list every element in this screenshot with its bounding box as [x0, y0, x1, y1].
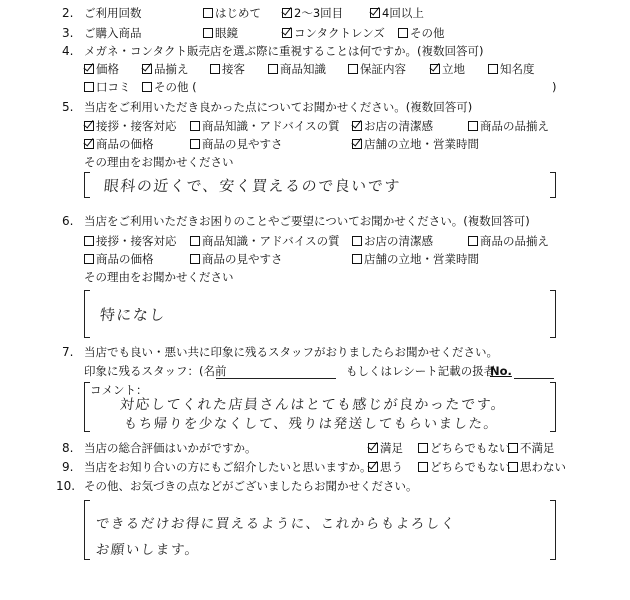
q4-close-paren: ) — [552, 80, 557, 94]
q8-option-label: どちらでもない — [430, 441, 511, 455]
q10-number: 10. — [56, 479, 76, 493]
q2-option-3[interactable] — [370, 6, 424, 20]
checkbox-icon[interactable] — [190, 236, 200, 246]
checkbox-icon[interactable] — [398, 28, 408, 38]
q5-question: 当店をご利用いただき良かった点についてお聞かせください。(複数回答可) — [84, 100, 473, 114]
q6-option-7[interactable] — [352, 252, 479, 266]
checkbox-icon[interactable] — [190, 254, 200, 264]
q2-number: 2. — [62, 6, 74, 20]
q4-option-label: 保証内容 — [360, 62, 406, 76]
q3-option-3[interactable] — [398, 26, 445, 40]
q6-question: 当店をご利用いただきお困りのことやご要望についてお聞かせください。(複数回答可) — [84, 214, 530, 228]
q3-option-2[interactable] — [282, 26, 385, 40]
q5-option-6[interactable] — [190, 137, 283, 151]
q7-comment-label: コメント： — [90, 383, 148, 397]
q6-option-label: 商品知識・アドバイスの質 — [202, 234, 340, 248]
q5-option-2[interactable] — [190, 119, 340, 133]
q4-option-label: 商品知識 — [280, 62, 326, 76]
q3-question: ご購入商品 — [84, 26, 142, 40]
q4-option-9[interactable] — [142, 80, 197, 94]
q4-option-3[interactable] — [210, 62, 245, 76]
checkbox-icon[interactable] — [203, 8, 213, 18]
q2-option-label: はじめて — [215, 6, 261, 20]
q4-question: メガネ・コンタクト販売店を選ぶ際に重視することは何ですか。(複数回答可) — [84, 44, 484, 58]
checkbox-icon[interactable] — [84, 82, 94, 92]
q5-option-label: 商品知識・アドバイスの質 — [202, 119, 340, 133]
q9-option-label: 思わない — [520, 460, 566, 474]
q3-number: 3. — [62, 26, 74, 40]
q4-option-4[interactable] — [268, 62, 326, 76]
q4-option-5[interactable] — [348, 62, 406, 76]
q7-staff-name-line — [216, 378, 336, 379]
q2-option-label: 2～3回目 — [294, 6, 344, 20]
q5-option-4[interactable] — [468, 119, 549, 133]
q5-option-5[interactable] — [84, 137, 154, 151]
q7-receipt-label: もしくはレシート記載の扱者 — [346, 364, 496, 378]
q5-option-label: 商品の見やすさ — [202, 137, 283, 151]
q5-bracket-right — [550, 172, 556, 198]
q3-option-label: その他 — [410, 26, 445, 40]
q8-option-3[interactable] — [508, 441, 555, 455]
q4-option-8[interactable] — [84, 80, 131, 94]
q4-option-6[interactable] — [430, 62, 465, 76]
q2-question: ご利用回数 — [84, 6, 142, 20]
q4-option-label: その他 ( — [154, 80, 197, 94]
q7-comment-line2: もち帰りを少なくして、残りは発送してもらいました。 — [122, 416, 500, 432]
q3-option-label: コンタクトレンズ — [294, 26, 385, 40]
q7-number: 7. — [62, 345, 74, 359]
checked-box-icon[interactable] — [282, 28, 292, 38]
q9-option-2[interactable] — [418, 460, 510, 474]
q3-option-1[interactable] — [203, 26, 238, 40]
q6-option-2[interactable] — [190, 234, 340, 248]
checked-box-icon[interactable] — [84, 64, 94, 74]
q6-bracket-left — [84, 290, 90, 338]
checkbox-icon[interactable] — [268, 64, 278, 74]
q7-comment-line1: 対応してくれた店員さんはとても感じが良かったです。 — [119, 397, 508, 413]
checked-box-icon[interactable] — [368, 462, 378, 472]
q9-question: 当店をお知り合いの方にもご紹介したいと思いますか。 — [84, 460, 372, 474]
checked-box-icon[interactable] — [370, 8, 380, 18]
q10-bracket-right — [550, 500, 556, 560]
q6-option-1[interactable] — [84, 234, 177, 248]
checked-box-icon[interactable] — [430, 64, 440, 74]
q4-option-label: 品揃え — [154, 62, 189, 76]
checked-box-icon[interactable] — [282, 8, 292, 18]
q5-option-label: お店の清潔感 — [364, 119, 433, 133]
q8-option-2[interactable] — [418, 441, 510, 455]
q6-reason-label: その理由をお聞かせください — [84, 270, 234, 284]
checkbox-icon[interactable] — [348, 64, 358, 74]
q6-option-label: 商品の品揃え — [480, 234, 549, 248]
q5-option-7[interactable] — [352, 137, 479, 151]
q6-option-label: お店の清潔感 — [364, 234, 433, 248]
q8-option-label: 不満足 — [520, 441, 555, 455]
q5-number: 5. — [62, 100, 74, 114]
q7-no-line — [514, 378, 554, 379]
q6-option-label: 店舗の立地・営業時間 — [364, 252, 479, 266]
q9-option-label: どちらでもない — [430, 460, 511, 474]
q7-bracket-right — [550, 382, 556, 432]
checked-box-icon[interactable] — [142, 64, 152, 74]
q5-option-label: 商品の価格 — [96, 137, 154, 151]
q10-handwriting-line2: お願いします。 — [94, 542, 201, 558]
checkbox-icon[interactable] — [352, 254, 362, 264]
checkbox-icon[interactable] — [352, 236, 362, 246]
checkbox-icon[interactable] — [190, 139, 200, 149]
checkbox-icon[interactable] — [203, 28, 213, 38]
q4-option-7[interactable] — [488, 62, 535, 76]
q8-number: 8. — [62, 441, 74, 455]
checkbox-icon[interactable] — [210, 64, 220, 74]
checked-box-icon[interactable] — [352, 121, 362, 131]
checkbox-icon[interactable] — [142, 82, 152, 92]
q4-option-2[interactable] — [142, 62, 189, 76]
checked-box-icon[interactable] — [84, 121, 94, 131]
q6-option-3[interactable] — [352, 234, 433, 248]
q2-option-1[interactable] — [203, 6, 261, 20]
checkbox-icon[interactable] — [468, 236, 478, 246]
q9-number: 9. — [62, 460, 74, 474]
q4-number: 4. — [62, 44, 74, 58]
q7-question: 当店でも良い・悪い共に印象に残るスタッフがおりましたらお聞かせください。 — [84, 345, 498, 359]
q10-handwriting-line1: できるだけお得に買えるように、これからもよろしく — [94, 516, 457, 532]
q7-no-label: No. — [490, 364, 512, 378]
q9-option-label: 思う — [380, 460, 403, 474]
q5-reason-handwriting: 眼科の近くで、安く買えるので良いです — [103, 177, 402, 195]
checkbox-icon[interactable] — [84, 236, 94, 246]
q5-option-label: 接拶・接客対応 — [96, 119, 177, 133]
q2-option-2[interactable] — [282, 6, 343, 20]
checked-box-icon[interactable] — [84, 139, 94, 149]
q5-reason-label: その理由をお聞かせください — [84, 155, 234, 169]
checked-box-icon[interactable] — [368, 443, 378, 453]
q10-bracket-left — [84, 500, 90, 560]
q9-option-3[interactable] — [508, 460, 566, 474]
q9-option-1[interactable] — [368, 460, 403, 474]
q5-bracket-left — [84, 172, 90, 198]
q4-option-label: 価格 — [96, 62, 119, 76]
checkbox-icon[interactable] — [84, 254, 94, 264]
checkbox-icon[interactable] — [508, 443, 518, 453]
q4-option-label: 接客 — [222, 62, 245, 76]
q6-option-4[interactable] — [468, 234, 549, 248]
q3-option-label: 眼鏡 — [215, 26, 238, 40]
q5-option-3[interactable] — [352, 119, 433, 133]
q5-option-label: 商品の品揃え — [480, 119, 549, 133]
q4-option-1[interactable] — [84, 62, 119, 76]
checkbox-icon[interactable] — [468, 121, 478, 131]
q6-option-label: 商品の価格 — [96, 252, 154, 266]
checkbox-icon[interactable] — [190, 121, 200, 131]
q7-staff-label: 印象に残るスタッフ：(名前 — [84, 364, 227, 378]
q5-option-label: 店舗の立地・営業時間 — [364, 137, 479, 151]
q6-reason-handwriting: 特になし — [99, 306, 167, 324]
q4-option-label: 知名度 — [500, 62, 535, 76]
checkbox-icon[interactable] — [508, 462, 518, 472]
q8-option-label: 満足 — [380, 441, 403, 455]
q6-number: 6. — [62, 214, 74, 228]
q6-option-label: 接拶・接客対応 — [96, 234, 177, 248]
q2-option-label: 4回以上 — [382, 6, 424, 20]
q8-question: 当店の総合評価はいかがですか。 — [84, 441, 257, 455]
checkbox-icon[interactable] — [418, 462, 428, 472]
q6-bracket-right — [550, 290, 556, 338]
q6-option-5[interactable] — [84, 252, 154, 266]
q5-option-1[interactable] — [84, 119, 177, 133]
q10-question: その他、お気づきの点などがございましたらお聞かせください。 — [84, 479, 418, 493]
q6-option-label: 商品の見やすさ — [202, 252, 283, 266]
q4-option-label: 口コミ — [96, 80, 131, 94]
checked-box-icon[interactable] — [352, 139, 362, 149]
q6-option-6[interactable] — [190, 252, 283, 266]
q8-option-1[interactable] — [368, 441, 403, 455]
checkbox-icon[interactable] — [418, 443, 428, 453]
checkbox-icon[interactable] — [488, 64, 498, 74]
q4-option-label: 立地 — [442, 62, 465, 76]
